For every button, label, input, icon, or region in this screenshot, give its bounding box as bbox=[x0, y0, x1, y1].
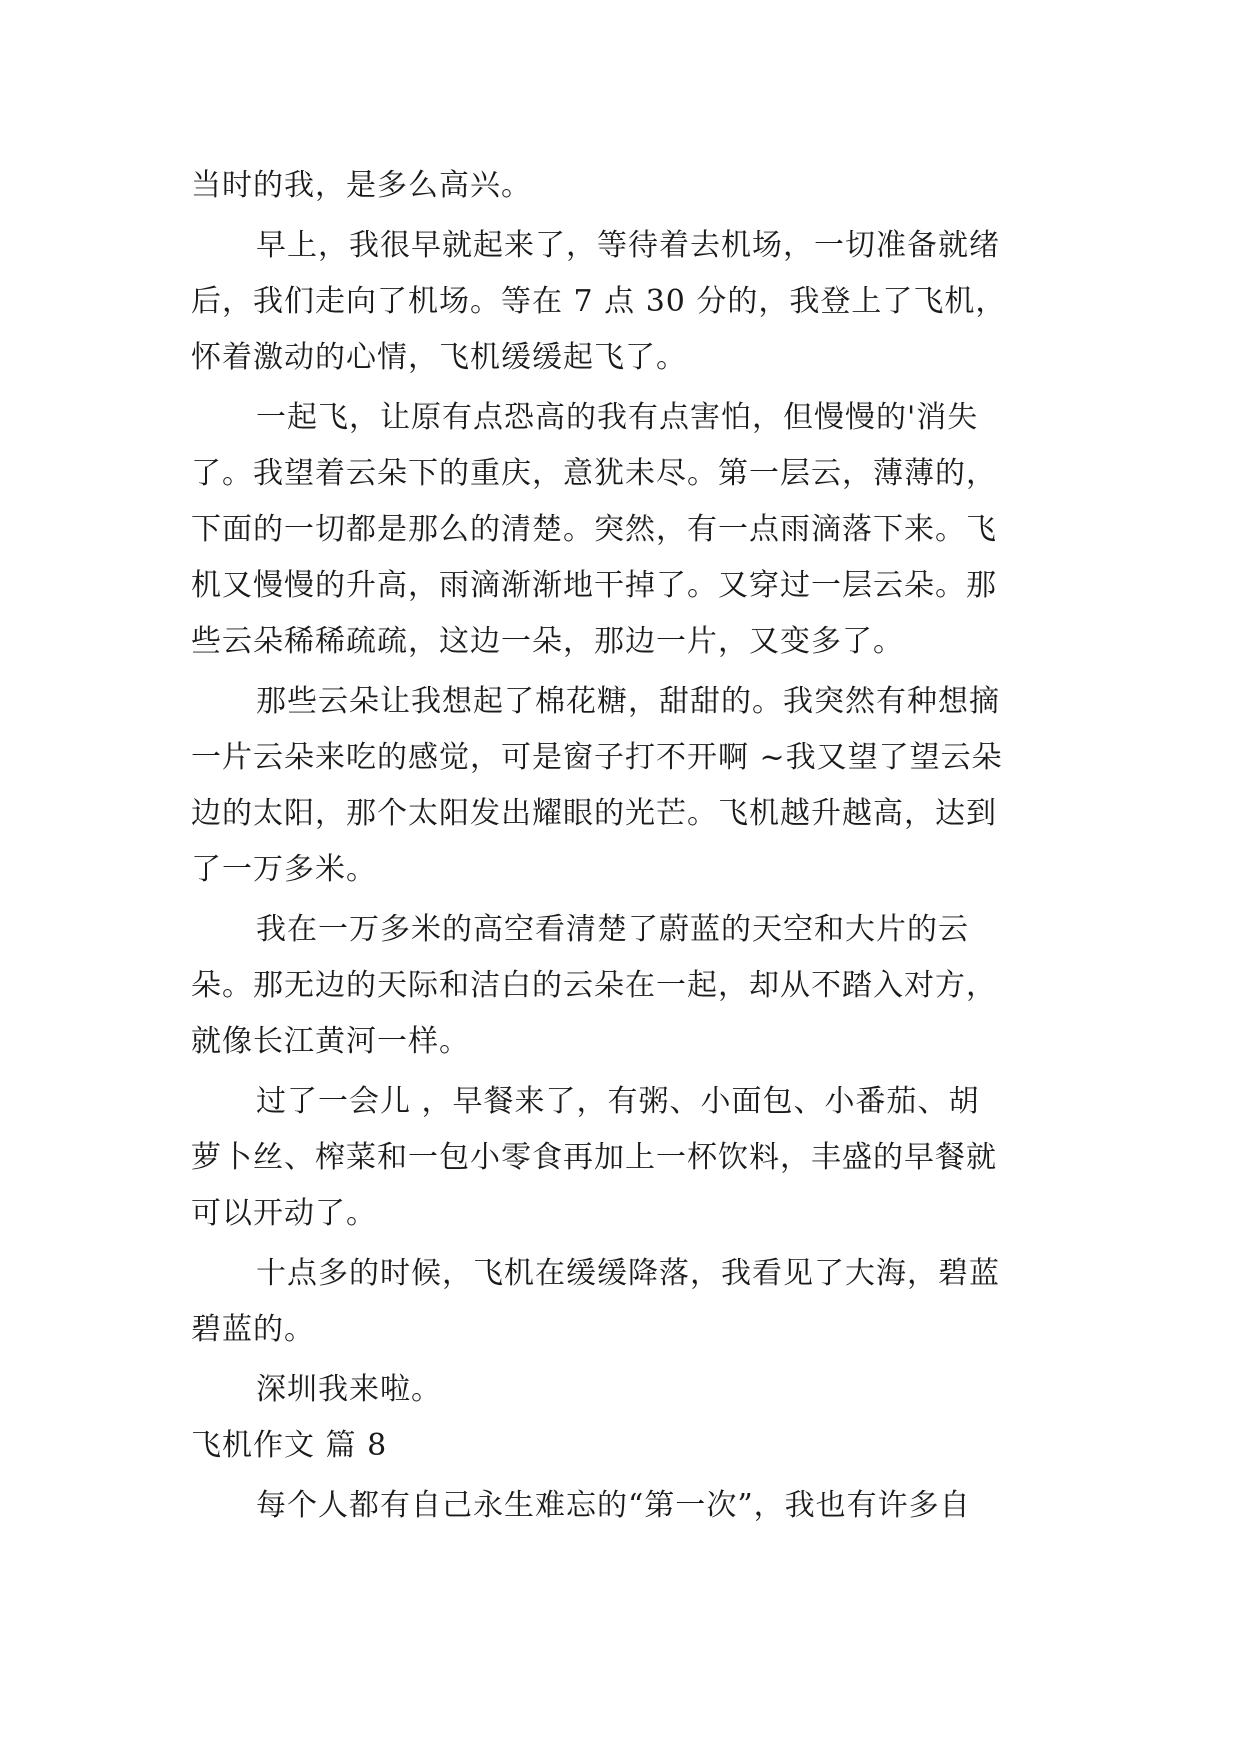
text-line: 怀着激动的心情，飞机缓缓起飞了。 bbox=[191, 340, 687, 375]
paragraph-first-line: 十点多的时候，飞机在缓缓降落，我看见了大海，碧蓝 bbox=[256, 1256, 1000, 1291]
text-line: 朵。那无边的天际和洁白的云朵在一起，却从不踏入对方， bbox=[191, 968, 997, 1003]
text-line: 下面的一切都是那么的清楚。突然，有一点雨滴落下来。飞 bbox=[191, 512, 997, 547]
paragraph-first-line: 一起飞，让原有点恐高的我有点害怕，但慢慢的'消失 bbox=[256, 400, 979, 435]
paragraph-first-line: 我在一万多米的高空看清楚了蔚蓝的天空和大片的云 bbox=[256, 912, 969, 947]
text-line: 机又慢慢的升高，雨滴渐渐地干掉了。又穿过一层云朵。那 bbox=[191, 568, 997, 603]
paragraph-first-line: 深圳我来啦。 bbox=[256, 1372, 442, 1407]
paragraph-first-line: 那些云朵让我想起了棉花糖，甜甜的。我突然有种想摘 bbox=[256, 684, 1000, 719]
text-line: 碧蓝的。 bbox=[191, 1312, 315, 1347]
text-line: 了一万多米。 bbox=[191, 852, 377, 887]
text-line: 些云朵稀稀疏疏，这边一朵，那边一片，又变多了。 bbox=[191, 624, 904, 659]
section-heading: 飞机作文 篇 8 bbox=[191, 1428, 388, 1463]
paragraph-first-line: 早上，我很早就起来了，等待着去机场，一切准备就绪 bbox=[256, 228, 1000, 263]
text-line: 一片云朵来吃的感觉，可是窗子打不开啊 ~我又望了望云朵 bbox=[191, 740, 1003, 775]
text-line: 后，我们走向了机场。等在 7 点 30 分的，我登上了飞机， bbox=[191, 284, 1007, 319]
text-line: 边的太阳，那个太阳发出耀眼的光芒。飞机越升越高，达到 bbox=[191, 796, 997, 831]
text-line: 当时的我，是多么高兴。 bbox=[191, 168, 532, 203]
text-line: 了。我望着云朵下的重庆，意犹未尽。第一层云，薄薄的， bbox=[191, 456, 997, 491]
text-line: 就像长江黄河一样。 bbox=[191, 1024, 470, 1059]
paragraph-first-line: 过了一会儿 ，早餐来了，有粥、小面包、小番茄、胡 bbox=[256, 1084, 980, 1119]
paragraph-first-line: 每个人都有自己永生难忘的“第一次”，我也有许多自 bbox=[256, 1488, 971, 1523]
text-line: 可以开动了。 bbox=[191, 1196, 377, 1231]
text-line: 萝卜丝、榨菜和一包小零食再加上一杯饮料，丰盛的早餐就 bbox=[191, 1140, 997, 1175]
